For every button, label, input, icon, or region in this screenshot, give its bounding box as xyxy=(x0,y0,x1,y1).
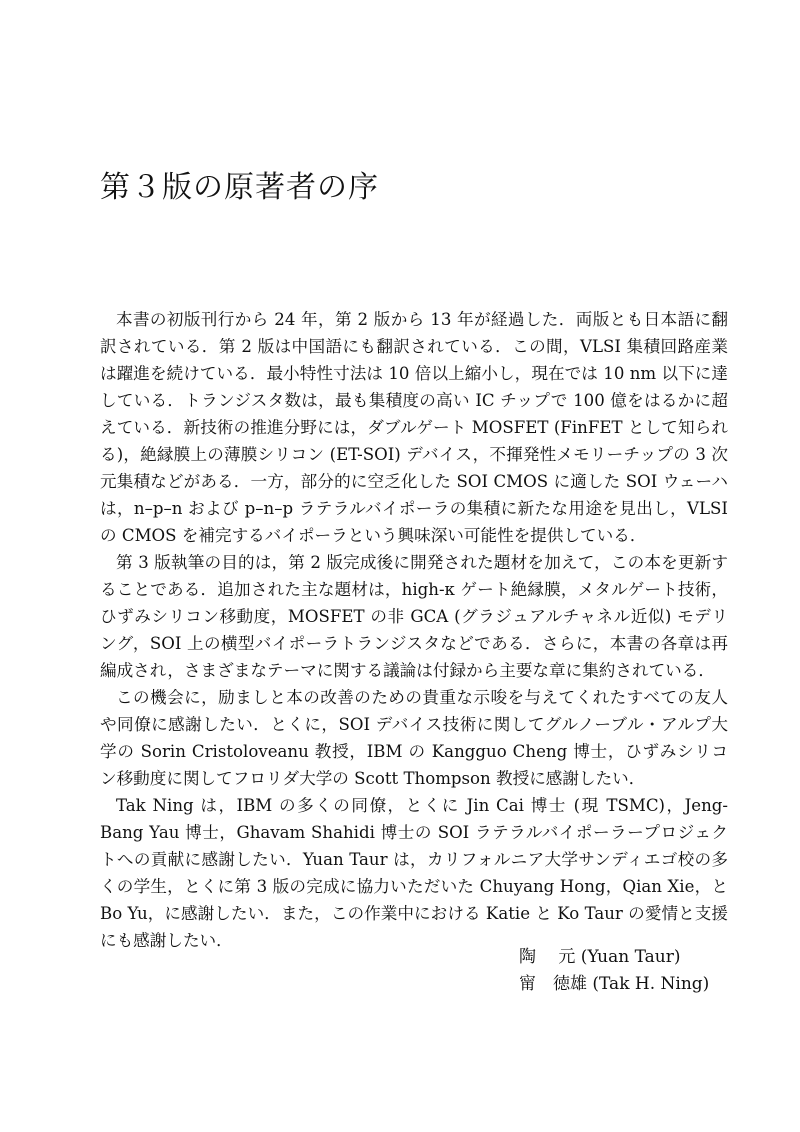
page-title: 第３版の原著者の序 xyxy=(100,170,379,205)
signature-yuan-taur: 陶 元 (Yuan Taur) xyxy=(519,947,681,967)
paragraph-2: 第 3 版執筆の目的は，第 2 版完成後に開発された題材を加えて，この本を更新することである．追加された主な題材は，high-κ ゲート絶縁膜，メタルゲート技術，ひずみシリコン移動度，MOSFET の非 GCA (グラジュアルチャネル近似) モデリング，SOI 上の横型バイポーラトランジスタなどである．さらに，本書の各章は再編成され，さまざまなテーマに関する議論は付録から主要な章に集約されている． xyxy=(100,553,728,680)
preface-body xyxy=(100,306,728,954)
author-signatures xyxy=(519,944,779,998)
paragraph-1: 本書の初版刊行から 24 年，第 2 版から 13 年が経過した．両版とも日本語に翻訳されている．第 2 版は中国語にも翻訳されている．この間，VLSI 集積回路産業は躍進を続けている．最小特性寸法は 10 倍以上縮小し，現在では 10 nm 以下に達している．トランジスタ数は，最も集積度の高い IC チップで 100 億をはるかに超えている．新技術の推進分野には，ダブルゲート MOSFET (FinFET として知られる)，絶縁膜上の薄膜シリコン (ET-SOI) デバイス，不揮発性メモリーチップの 3 次元集積などがある．一方，部分的に空乏化した SOI CMOS に適した SOI ウェーハは，n–p–n および p–n–p ラテラルバイポーラの集積に新たな用途を見出し，VLSI の CMOS を補完するバイポーラという興味深い可能性を提供している． xyxy=(100,310,728,545)
paragraph-4: Tak Ning は，IBM の多くの同僚，とくに Jin Cai 博士 (現 TSMC)，Jeng-Bang Yau 博士，Ghavam Shahidi 博士の SOI ラテラルバイポーラープロジェクトへの貢献に感謝したい．Yuan Taur は，カリフォルニア大学サンディエゴ校の多くの学生，とくに第 3 版の完成に協力いただいた Chuyang Hong，Qian Xie，と Bo Yu，に感謝したい．また，この作業中における Katie と Ko Taur の愛情と支援にも感謝したい． xyxy=(100,796,728,950)
signature-tak-ning: 甯 徳雄 (Tak H. Ning) xyxy=(519,974,710,994)
paragraph-3: この機会に，励ましと本の改善のための貴重な示唆を与えてくれたすべての友人や同僚に感謝したい．とくに，SOI デバイス技術に関してグルノーブル・アルプ大学の Sorin Cristoloveanu 教授，IBM の Kangguo Cheng 博士，ひずみシリコン移動度に関してフロリダ大学の Scott Thompson 教授に感謝したい． xyxy=(100,688,728,788)
